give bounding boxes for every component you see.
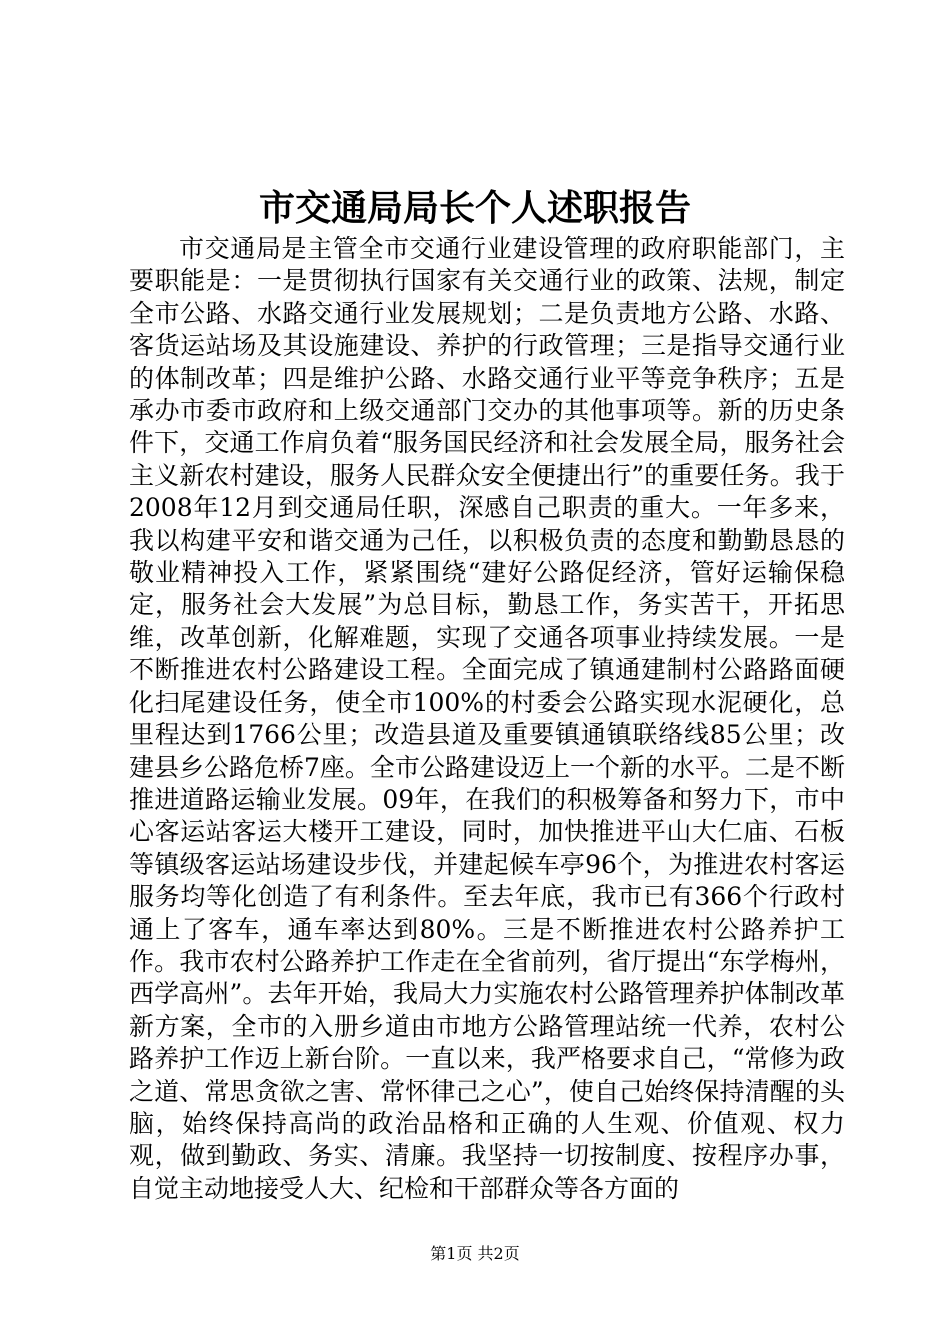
document-body-paragraph: 市交通局是主管全市交通行业建设管理的政府职能部门，主要职能是：一是贯彻执行国家有关交通行业的政策、法规，制定全市公路、水路交通行业发展规划；二是负责地方公路、水路、客货运站场及其设施建设、养护的行政管理；三是指导交通行业的体制改革；四是维护公路、水路交通行业平等竞争秩序；五是承办市委市政府和上级交通部门交办的其他事项等。新的历史条件下，交通工作肩负着“服务国民经济和社会发展全局，服务社会主义新农村建设，服务人民群众安全便捷出行”的重要任务。我于2008年12月到交通局任职，深感自己职责的重大。一年多来，我以构建平安和谐交通为己任，以积极负责的态度和勤勤恳恳的敬业精神投入工作，紧紧围绕“建好公路促经济，管好运输保稳定，服务社会大发展”为总目标，勤恳工作，务实苦干，开拓思维，改革创新，化解难题，实现了交通各项事业持续发展。一是不断推进农村公路建设工程。全面完成了镇通建制村公路路面硬化扫尾建设任务，使全市100%的村委会公路实现水泥硬化，总里程达到1766公里；改造县道及重要镇通镇联络线85公里；改建县乡公路危桥7座。全市公路建设迈上一个新的水平。二是不断推进道路运输业发展。09年，在我们的积极筹备和努力下，市中心客运站客运大楼开工建设，同时，加快推进平山大仁庙、石板等镇级客运站场建设步伐，并建起候车亭96个，为推进农村客运服务均等化创造了有利条件。至去年底，我市已有366个行政村通上了客车，通车率达到80%。三是不断推进农村公路养护工作。我市农村公路养护工作走在全省前列，省厅提出“东学梅州，西学高州”。去年开始，我局大力实施农村公路管理养护体制改革新方案，全市的入册乡道由市地方公路管理站统一代养，农村公路养护工作迈上新台阶。一直以来，我严格要求自己，“常修为政之道、常思贪欲之害、常怀律己之心”，使自己始终保持清醒的头脑，始终保持高尚的政治品格和正确的人生观、价值观、权力观，做到勤政、务实、清廉。我坚持一切按制度、按程序办事，自觉主动地接受人大、纪检和干部群众等各方面的 [129,234,845,1203]
document-title: 市交通局局长个人述职报告 [258,187,691,229]
page-number-footer: 第1页 共2页 [430,1244,520,1263]
